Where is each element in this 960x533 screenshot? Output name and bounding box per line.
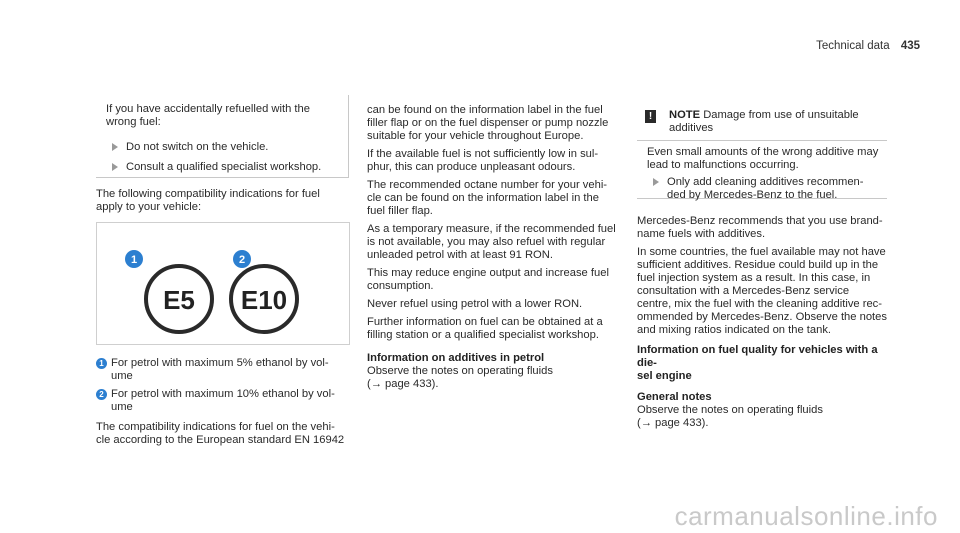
heading-line: sel engine <box>637 370 692 382</box>
watermark: carmanualsonline.info <box>674 501 938 531</box>
text-line: The compatibility indications for fuel on the vehi- <box>96 421 335 433</box>
paragraph <box>367 298 637 311</box>
paragraph <box>367 267 637 293</box>
text-line: consumption. <box>367 280 434 292</box>
compat-intro <box>96 188 356 214</box>
section-heading <box>637 344 897 383</box>
step-text: Do not switch on the vehicle. <box>126 141 269 153</box>
text-line: The following compatibility indications for fuel <box>96 188 320 200</box>
heading-line: Information on fuel quality for vehicles with a die- <box>637 344 878 369</box>
text-line: Observe the notes on operating fluids <box>637 404 823 416</box>
text-line: suitable for your vehicle throughout Europe. <box>367 130 584 142</box>
text-line: As a temporary measure, if the recommended fuel <box>367 223 616 235</box>
note-body <box>647 146 887 172</box>
column-3 <box>637 215 897 430</box>
e5-label: E5 <box>163 285 195 315</box>
text-line: Further information on fuel can be obtained at a <box>367 316 603 328</box>
paragraph <box>637 404 897 430</box>
text-line: This may reduce engine output and increase fuel <box>367 267 609 279</box>
text-line: For petrol with maximum 10% ethanol by vol- <box>111 388 335 400</box>
text-line: In some countries, the fuel available may not have <box>637 246 886 258</box>
step-arrow-icon <box>112 163 118 171</box>
text-line: ume <box>111 370 133 382</box>
note-header <box>637 103 887 141</box>
callout-marker: 1 <box>96 358 107 369</box>
text-line: filler flap or on the fuel dispenser or pump nozzle <box>367 117 609 129</box>
text-line: cle can be found on the information label in the <box>367 192 599 204</box>
e10-label: E10 <box>240 285 288 315</box>
callout-marker: 2 <box>96 389 107 400</box>
text-line: lead to malfunctions occurring. <box>647 159 799 171</box>
page-number: 435 <box>900 40 920 52</box>
fuel-label-figure <box>96 222 350 345</box>
text-line: ommended by Mercedes-Benz. Observe the notes <box>637 311 887 323</box>
text-line: For petrol with maximum 5% ethanol by vol- <box>111 357 329 369</box>
step-item <box>112 161 321 174</box>
text-line: cle according to the European standard EN 16942 <box>96 434 345 446</box>
step-item <box>112 141 268 154</box>
text-line: Never refuel using petrol with a lower RON. <box>367 298 583 310</box>
text-line: fuel filler flap. <box>367 205 433 217</box>
column-2 <box>367 104 637 391</box>
text-line: Observe the notes on operating fluids <box>367 365 553 377</box>
step-item <box>653 176 864 202</box>
text-line: The recommended octane number for your vehi- <box>367 179 608 191</box>
text-line: Even small amounts of the wrong additive may <box>647 146 879 158</box>
paragraph <box>367 316 637 342</box>
step-arrow-icon <box>112 143 118 151</box>
paragraph <box>367 148 637 174</box>
paragraph <box>367 179 637 218</box>
fuel-label-illustration <box>97 223 349 344</box>
text-line: phur, this can produce unpleasant odours. <box>367 161 576 173</box>
text-line: name fuels with additives. <box>637 228 766 240</box>
legend-item <box>96 357 356 383</box>
paragraph <box>367 365 637 391</box>
text-line: (→ page 433). <box>367 378 439 390</box>
section-title: Technical data <box>816 40 890 52</box>
text-line: sufficient additives. Residue could build up in the <box>637 259 879 271</box>
text-line: and mixing ratios indicated on the tank. <box>637 324 832 336</box>
text-line: is not available, you may also refuel with regular <box>367 236 606 248</box>
note-label: NOTE <box>669 109 701 121</box>
step-arrow-icon <box>653 178 659 186</box>
closing-paragraph <box>96 421 356 447</box>
text-line: unleaded petrol with at least 91 RON. <box>367 249 553 261</box>
subsection-heading: General notes <box>637 391 712 403</box>
text-line: filling station or a qualified specialist workshop. <box>367 329 599 341</box>
callout-1-number: 1 <box>130 254 138 266</box>
box-intro-line: If you have accidentally refuelled with the <box>106 103 310 115</box>
page-header <box>816 40 920 53</box>
section-heading: Information on additives in petrol <box>367 352 545 364</box>
text-line: Only add cleaning additives recommen- <box>667 176 864 188</box>
box-intro-line: wrong fuel: <box>106 116 161 128</box>
note-box <box>637 103 887 199</box>
text-line: fuel injection system as a result. In this case, in <box>637 272 871 284</box>
note-title-line: additives <box>669 122 714 134</box>
callout-2-number: 2 <box>238 254 246 266</box>
text-line: centre, mix the fuel with the cleaning additive rec- <box>637 298 883 310</box>
warning-box <box>96 95 349 178</box>
text-line: Mercedes-Benz recommends that you use brand- <box>637 215 883 227</box>
text-line: consultation with a Mercedes-Benz service <box>637 285 850 297</box>
text-line: can be found on the information label in the fuel <box>367 104 603 116</box>
text-line: If the available fuel is not sufficiently low in sul- <box>367 148 599 160</box>
warning-icon: ! <box>645 110 656 123</box>
step-text: Consult a qualified specialist workshop. <box>126 161 322 173</box>
figure-legend <box>96 357 356 447</box>
legend-item <box>96 388 356 414</box>
text-line: apply to your vehicle: <box>96 201 202 213</box>
note-title: Damage from use of unsuitable <box>703 109 859 121</box>
paragraph <box>367 104 637 143</box>
text-line: (→ page 433). <box>637 417 709 429</box>
paragraph <box>637 246 897 337</box>
paragraph <box>367 223 637 262</box>
text-line: ume <box>111 401 133 413</box>
paragraph <box>637 215 897 241</box>
text-line: ded by Mercedes-Benz to the fuel. <box>667 189 838 201</box>
